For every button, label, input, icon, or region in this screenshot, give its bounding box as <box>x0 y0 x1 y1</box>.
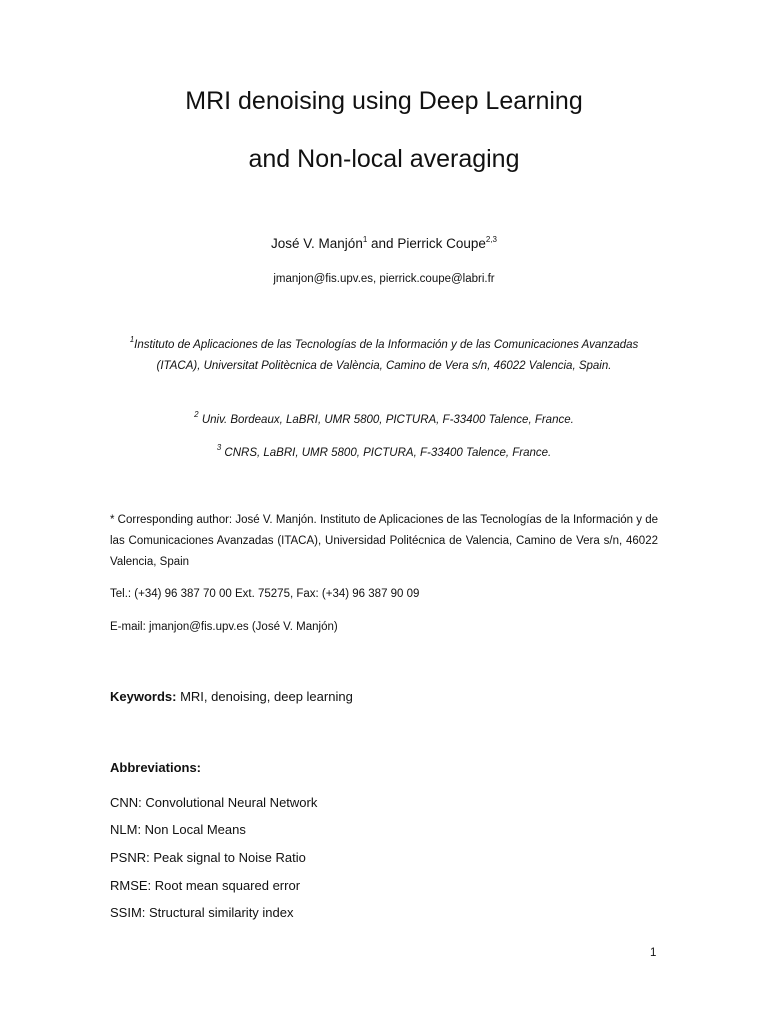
corresponding-author: * Corresponding author: José V. Manjón. Instituto de Aplicaciones de las Tecnologías de la Información y de las Comunicaciones Avanzadas (ITACA), Universidad Politécnica de Valencia, Camino de Vera s/n, 46022 Valencia, Spain <box>110 514 658 568</box>
author-2: Pierrick Coupe <box>397 236 486 251</box>
affiliation-2 <box>108 410 660 431</box>
author-1: José V. Manjón <box>271 236 363 251</box>
affiliation-3-sup: 3 <box>216 443 222 452</box>
abbreviation-item: SSIM: Structural similarity index <box>110 905 294 920</box>
affiliation-1-text: Instituto de Aplicaciones de las Tecnologías de la Información y de las Comunicaciones Avanzadas (ITACA), Universitat Politècnica de València, Camino de Vera s/n, 46022 Valencia, Spain. <box>134 339 639 372</box>
title-line-1: MRI denoising using Deep Learning <box>185 87 583 115</box>
affiliation-3 <box>108 443 660 464</box>
author-line <box>0 236 768 251</box>
affiliation-2-text: Univ. Bordeaux, LaBRI, UMR 5800, PICTURA, F-33400 Talence, France. <box>198 414 574 426</box>
abbreviation-item: CNN: Convolutional Neural Network <box>110 795 318 810</box>
email-line: E-mail: jmanjon@fis.upv.es (José V. Manjón) <box>110 621 338 633</box>
abbreviation-item: NLM: Non Local Means <box>110 822 246 837</box>
title-line-2: and Non-local averaging <box>248 145 520 173</box>
keywords-value: MRI, denoising, deep learning <box>176 689 353 704</box>
affiliation-2-sup: 2 <box>194 410 199 419</box>
abbreviation-item: RMSE: Root mean squared error <box>110 878 301 893</box>
author-connector: and <box>367 236 398 251</box>
affiliation-1-sup: 1 <box>129 335 135 344</box>
page-number: 1 <box>650 947 657 959</box>
author-1-sup: 1 <box>362 235 368 244</box>
keywords-label: Keywords: <box>110 689 177 704</box>
author-emails: jmanjon@fis.upv.es, pierrick.coupe@labri.fr <box>273 273 495 285</box>
author-2-sup: 2,3 <box>485 235 497 244</box>
abbreviations-heading: Abbreviations: <box>110 760 202 775</box>
telephone-line: Tel.: (+34) 96 387 70 00 Ext. 75275, Fax: (+34) 96 387 90 09 <box>110 588 420 600</box>
abbreviation-item: PSNR: Peak signal to Noise Ratio <box>110 850 306 865</box>
keywords-line <box>110 689 353 704</box>
affiliation-3-text: CNRS, LaBRI, UMR 5800, PICTURA, F-33400 Talence, France. <box>221 447 552 459</box>
affiliation-1 <box>108 335 660 377</box>
